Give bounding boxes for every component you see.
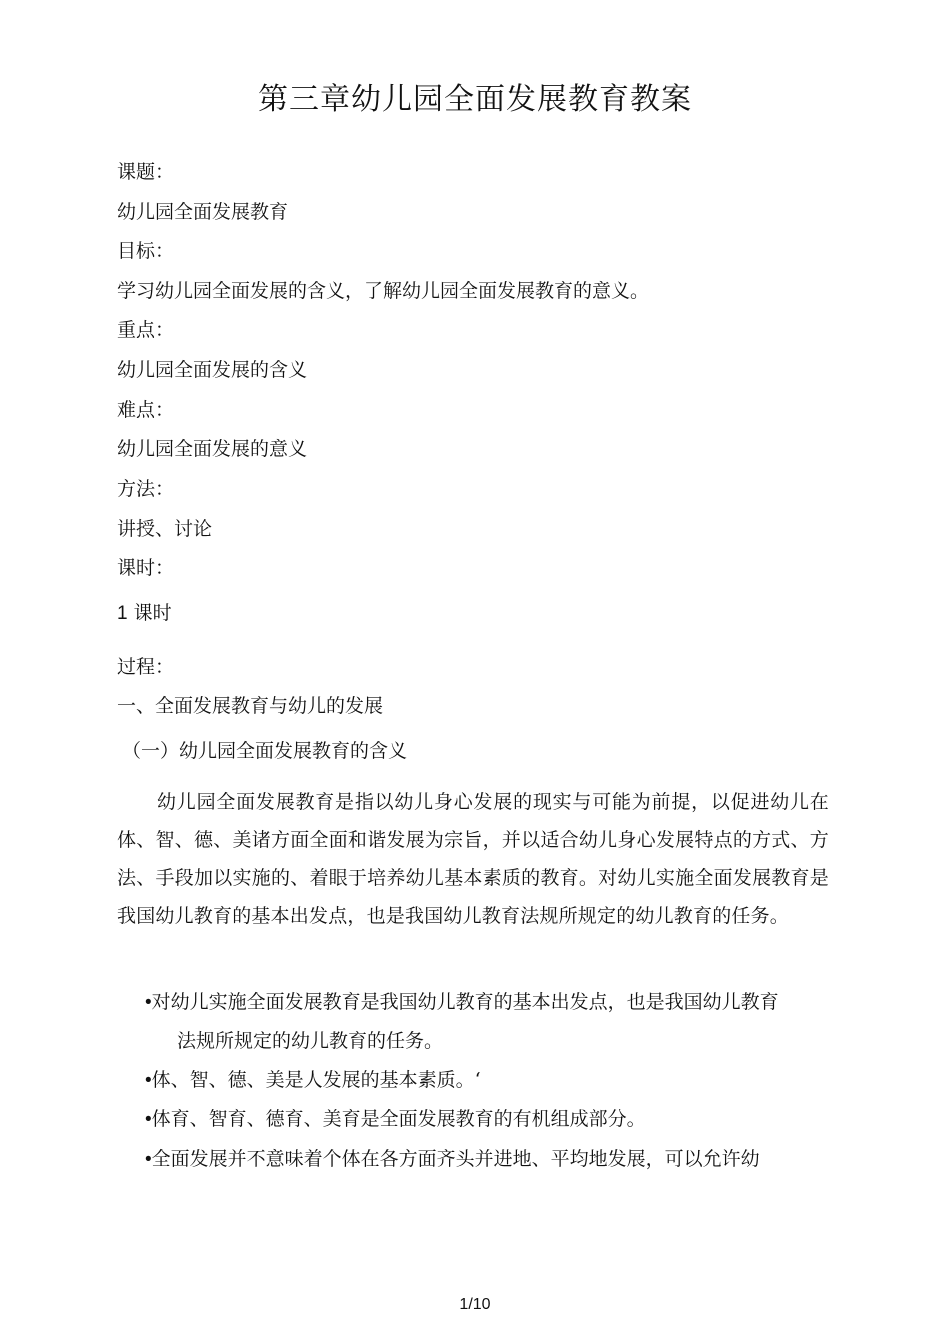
bullet-text-continued: 法规所规定的幼儿教育的任务。: [177, 1030, 444, 1052]
bullet-text: 体育、智育、德育、美育是全面发展教育的有机组成部分。: [151, 1108, 646, 1130]
page-number: 1/10: [459, 1296, 491, 1313]
difficulty-label: 难点：: [117, 399, 175, 421]
bullet-item: [145, 1140, 829, 1179]
goal-label: 目标：: [117, 240, 175, 262]
bullet-text: 体、智、德、美是人发展的基本素质。‘: [151, 1069, 481, 1091]
bullet-item: [145, 1100, 829, 1139]
bullet-item: [145, 1061, 829, 1100]
hours-number: 1: [117, 603, 128, 624]
process-label: 过程：: [117, 656, 175, 678]
bullet-text: 全面发展并不意味着个体在各方面齐头并进地、平均地发展，可以允许幼: [151, 1148, 760, 1170]
method-label: 方法：: [117, 478, 175, 500]
document-title: 第三章幼儿园全面发展教育教案: [258, 82, 692, 117]
hours-label: 课时：: [117, 557, 175, 579]
key-point-value: 幼儿园全面发展的含义: [117, 359, 308, 381]
subsection-heading: （一）幼儿园全面发展教育的含义: [122, 740, 408, 762]
topic-label: 课题：: [117, 161, 175, 183]
bullet-item: [145, 983, 829, 1060]
bullet-mark: •: [145, 1149, 152, 1170]
difficulty-value: 幼儿园全面发展的意义: [117, 438, 308, 460]
bullet-mark: •: [145, 992, 152, 1013]
method-value: 讲授、讨论: [117, 518, 213, 540]
hours-value: [117, 598, 172, 625]
bullet-text: 对幼儿实施全面发展教育是我国幼儿教育的基本出发点，也是我国幼儿教育: [151, 991, 779, 1013]
goal-value: 学习幼儿园全面发展的含义，了解幼儿园全面发展教育的意义。: [117, 280, 650, 302]
bullet-mark: •: [145, 1070, 152, 1091]
hours-unit: 课时: [133, 602, 172, 624]
topic-value: 幼儿园全面发展教育: [117, 201, 289, 223]
section-heading: 一、全面发展教育与幼儿的发展: [117, 695, 384, 717]
bullet-mark: •: [145, 1109, 152, 1130]
key-point-label: 重点：: [117, 319, 175, 341]
body-paragraph: 幼儿园全面发展教育是指以幼儿身心发展的现实与可能为前提，以促进幼儿在体、智、德、美诸方面全面和谐发展为宗旨，并以适合幼儿身心发展特点的方式、方法、手段加以实施的、着眼于培养幼儿基本素质的教育。对幼儿实施全面发展教育是我国幼儿教育的基本出发点，也是我国幼儿教育法规所规定的幼儿教育的任务。: [117, 791, 829, 927]
